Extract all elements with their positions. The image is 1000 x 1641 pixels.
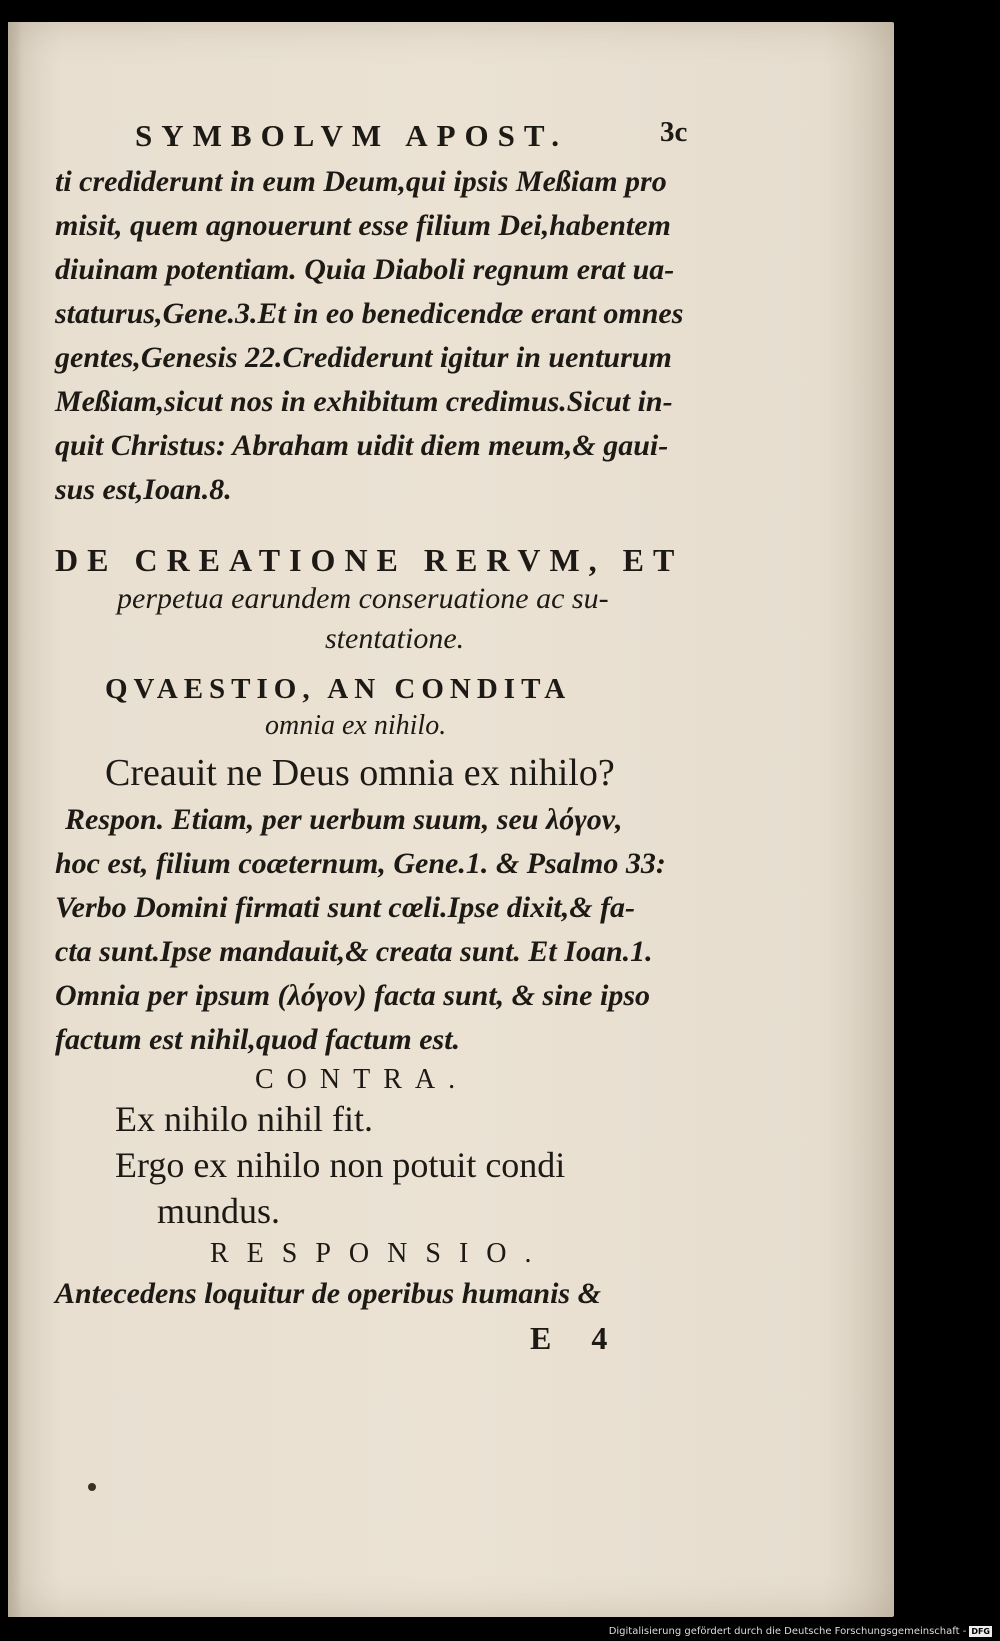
text-line: Omnia per ipsum (λόγον) facta sunt, & sine ipso xyxy=(55,979,651,1012)
section-heading-line1: DE CREATIONE RERVM, ET xyxy=(55,542,684,578)
question-text: Creauit ne Deus omnia ex nihilo? xyxy=(105,752,615,794)
section-heading-line3: stentatione. xyxy=(325,622,465,655)
text-line: factum est nihil,quod factum est. xyxy=(55,1023,461,1056)
page-content xyxy=(55,110,705,1357)
argument xyxy=(55,1096,705,1234)
argument-line: Ergo ex nihilo non potuit condi xyxy=(115,1145,566,1185)
question-heading xyxy=(55,673,705,746)
text-line: Verbo Domini firmati sunt cœli.Ipse dixit,& fa- xyxy=(55,891,636,924)
last-line xyxy=(55,1272,705,1316)
text-line: Respon. Etiam, per uerbum suum, seu λόγον, xyxy=(65,803,623,836)
page-gutter xyxy=(8,22,22,1617)
response-paragraph xyxy=(55,798,705,1062)
running-head-title: SYMBOLVM APOST. xyxy=(135,118,568,153)
running-head xyxy=(55,110,705,160)
dfg-logo-icon: DFG xyxy=(971,1626,990,1636)
text-line: misit, quem agnouerunt esse filium Dei,habentem xyxy=(55,209,671,242)
argument-line: Ex nihilo nihil fit. xyxy=(115,1099,373,1139)
text-line: sus est,Ioan.8. xyxy=(55,473,232,506)
text-line: Antecedens loquitur de operibus humanis & xyxy=(55,1277,601,1310)
signature-mark: E 4 xyxy=(530,1320,624,1356)
digitization-footer xyxy=(609,1623,992,1639)
contra-heading: CONTRA. xyxy=(255,1064,469,1095)
footer-text: Digitalisierung gefördert durch die Deutsche Forschungsgemeinschaft - xyxy=(608,1625,967,1637)
question-heading-line1: QVAESTIO, AN CONDITA xyxy=(105,673,572,705)
text-line: gentes,Genesis 22.Crediderunt igitur in uenturum xyxy=(55,341,672,374)
text-line: staturus,Gene.3.Et in eo benedicendæ erant omnes xyxy=(55,297,684,330)
text-line: diuinam potentiam. Quia Diaboli regnum erat ua- xyxy=(55,253,675,286)
text-line: cta sunt.Ipse mandauit,& creata sunt. Et Ioan.1. xyxy=(55,935,653,968)
responsio-heading: RESPONSIO. xyxy=(210,1238,550,1269)
paragraph-messiah xyxy=(55,160,705,512)
section-heading-line2: perpetua earundem conseruatione ac su- xyxy=(117,582,609,615)
argument-line: mundus. xyxy=(157,1191,281,1231)
text-line: Meßiam,sicut nos in exhibitum credimus.Sicut in- xyxy=(55,385,673,418)
text-line: hoc est, filium coæternum, Gene.1. & Psalmo 33: xyxy=(55,847,666,880)
page-number: 3c xyxy=(660,116,688,148)
text-line: quit Christus: Abraham uidit diem meum,& gaui- xyxy=(55,429,669,462)
section-heading xyxy=(55,542,705,659)
question-heading-line2: omnia ex nihilo. xyxy=(265,710,447,741)
text-line: ti crediderunt in eum Deum,qui ipsis Meßiam pro xyxy=(55,165,667,198)
ink-spot xyxy=(88,1483,96,1491)
